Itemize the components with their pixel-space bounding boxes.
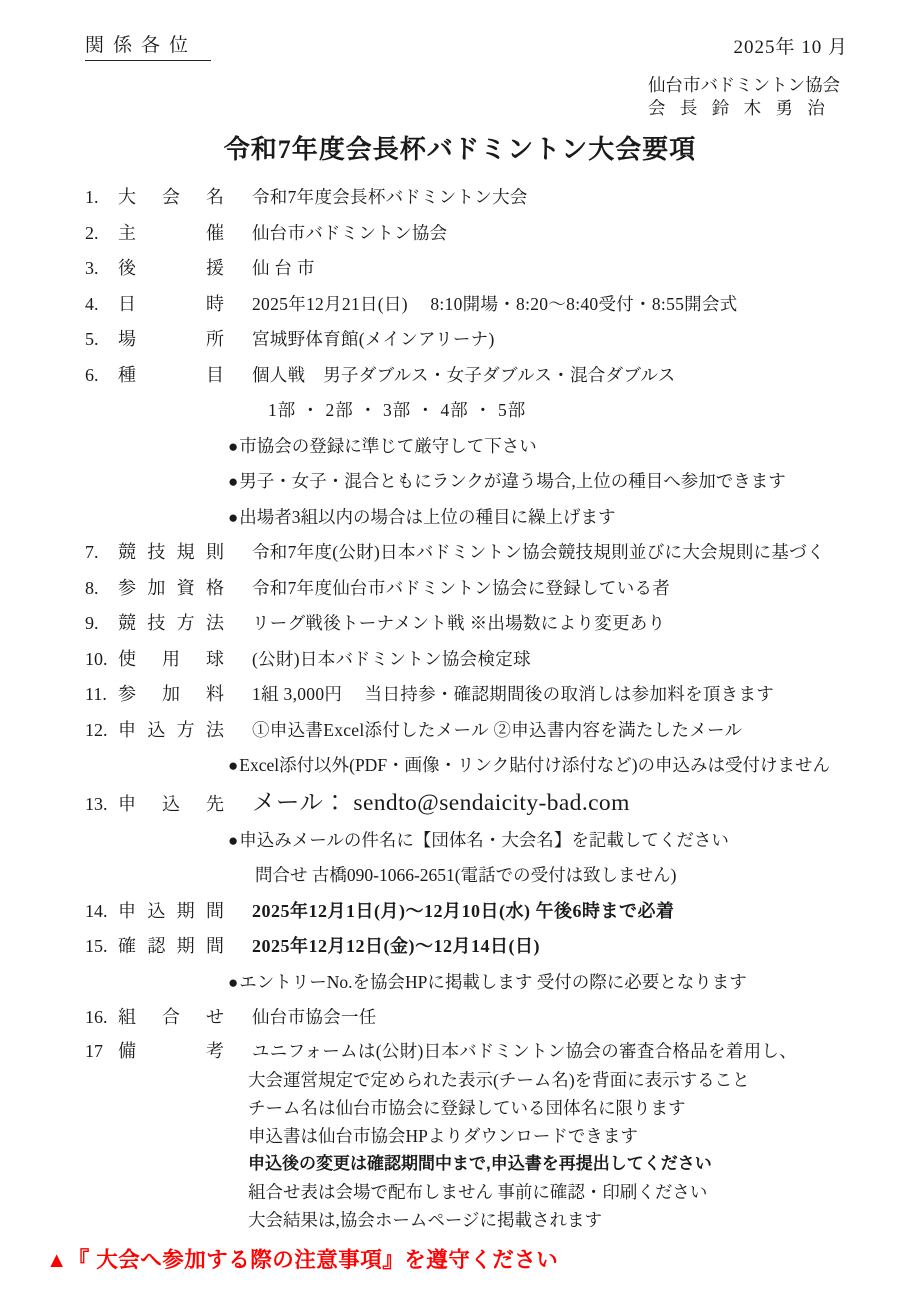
item-label: 大 会 名 xyxy=(118,187,224,207)
recipient-line: 関係各位 xyxy=(85,30,211,61)
president-name: 会 長 鈴 木 勇 治 xyxy=(648,98,830,118)
item-label: 申 込 方 法 xyxy=(118,719,224,740)
item-value: 仙 台 市 xyxy=(252,258,315,278)
item-label: 競 技 方 法 xyxy=(118,613,224,633)
document-date: 2025年 10 月 xyxy=(733,37,848,58)
bullet-icon: ● xyxy=(228,472,239,491)
item-value: 宮城野体育館(メインアリーナ) xyxy=(252,329,495,349)
bullet-icon: ● xyxy=(228,507,239,527)
item-number: 15. xyxy=(85,936,108,956)
item-value: 令和7年度会長杯バドミントン大会 xyxy=(252,187,528,207)
item-label: 競 技 規 則 xyxy=(118,542,224,562)
item-number: 13. xyxy=(85,793,108,814)
item-row xyxy=(85,251,920,287)
item-value: ①申込書Excel添付したメール ②申込書内容を満たしたメール xyxy=(252,719,743,740)
item-label: 申 込 期 間 xyxy=(118,900,224,921)
item-row xyxy=(85,677,920,713)
item-number: 5. xyxy=(85,329,99,349)
item-number: 1. xyxy=(85,187,99,207)
item-label: 日 時 xyxy=(118,293,224,314)
item-label: 参 加 料 xyxy=(118,684,224,704)
item-row xyxy=(85,322,920,358)
sub-note-line: 申込後の変更は確認期間中まで,申込書を再提出してください xyxy=(248,1153,712,1173)
item-row xyxy=(85,571,920,607)
item-value: ユニフォームは(公財)日本バドミントン協会の審査合格品を着用し、 xyxy=(252,1040,798,1061)
item-label: 申 込 先 xyxy=(118,793,224,814)
item-row xyxy=(85,535,920,571)
item-row xyxy=(85,1036,920,1066)
bullet-icon: ● xyxy=(228,436,239,456)
item-value: 令和7年度(公財)日本バドミントン協会競技規則並びに大会規則に基づく xyxy=(252,542,825,562)
item-value: 2025年12月1日(月)～12月10日(水) 午後6時まで必着 xyxy=(252,900,675,921)
bullet-icon: ● xyxy=(228,756,239,775)
item-value: 2025年12月12日(金)～12月14日(日) xyxy=(252,936,540,956)
item-row xyxy=(85,180,920,216)
bullet-icon: ● xyxy=(228,830,239,850)
item-number: 9. xyxy=(85,613,99,633)
item-number: 11. xyxy=(85,684,107,704)
item-label: 使 用 球 xyxy=(118,648,224,669)
bullet-note-line: ●申込みメールの件名に【団体名・大会名】を記載してください xyxy=(228,829,729,850)
item-label: 種 目 xyxy=(118,364,224,385)
item-row xyxy=(85,642,920,678)
item-row xyxy=(85,784,920,823)
item-value: 2025年12月21日(日) 8:10開場・8:20～8:40受付・8:55開会式 xyxy=(252,293,738,314)
item-value: 仙台市バドミントン協会 xyxy=(252,222,448,243)
item-number: 6. xyxy=(85,364,99,385)
sub-note-line: 大会結果は,協会ホームページに掲載されます xyxy=(248,1209,603,1230)
item-number: 17 xyxy=(85,1040,103,1061)
sub-note-line: チーム名は仙台市協会に登録している団体名に限ります xyxy=(248,1097,686,1118)
bullet-icon: ● xyxy=(228,972,239,992)
item-number: 16. xyxy=(85,1007,108,1027)
item-row xyxy=(85,606,920,642)
item-number: 7. xyxy=(85,542,99,562)
item-row xyxy=(85,713,920,749)
sub-note-line: 1部 ・ 2部 ・ 3部 ・ 4部 ・ 5部 xyxy=(268,400,527,420)
item-label: 場 所 xyxy=(118,329,224,349)
item-value: 1組 3,000円 当日持参・確認期間後の取消しは参加料を頂きます xyxy=(252,684,775,704)
item-number: 4. xyxy=(85,293,99,314)
sub-note-line: 申込書は仙台市協会HPよりダウンロードできます xyxy=(248,1125,638,1146)
item-value: 個人戦 男子ダブルス・女子ダブルス・混合ダブルス xyxy=(252,364,676,385)
bullet-note-line: ●男子・女子・混合ともにランクが違う場合,上位の種目へ参加できます xyxy=(228,471,786,491)
bullet-note-line: ●Excel添付以外(PDF・画像・リンク貼付け添付など)の申込みは受付けません xyxy=(228,755,831,775)
warning-footer: ▲『 大会へ参加する際の注意事項』を遵守ください xyxy=(46,1248,559,1272)
item-label: 主 催 xyxy=(118,222,224,243)
sub-note-line: 大会運営規定で定められた表示(チーム名)を背面に表示すること xyxy=(248,1069,750,1090)
bullet-note-line: ●市協会の登録に準じて厳守して下さい xyxy=(228,435,537,456)
item-row xyxy=(85,358,920,394)
item-number: 3. xyxy=(85,258,99,278)
organization-name: 仙台市バドミントン協会 xyxy=(648,75,841,95)
item-value: メール： sendto@sendaicity-bad.com xyxy=(252,789,630,816)
item-row xyxy=(85,216,920,252)
item-row xyxy=(85,929,920,965)
item-label: 確 認 期 間 xyxy=(118,936,224,956)
items-list xyxy=(0,180,920,1234)
sub-note-line: 組合せ表は会場で配布しません 事前に確認・印刷ください xyxy=(248,1181,708,1202)
item-value: (公財)日本バドミントン協会検定球 xyxy=(252,648,531,669)
item-number: 14. xyxy=(85,900,108,921)
item-label: 組 合 せ xyxy=(118,1007,224,1027)
item-label: 参 加 資 格 xyxy=(118,577,224,598)
item-value: 仙台市協会一任 xyxy=(252,1007,377,1027)
bullet-note-line: ●エントリーNo.を協会HPに掲載します 受付の際に必要となります xyxy=(228,971,747,992)
item-row xyxy=(85,1000,920,1036)
item-row xyxy=(85,287,920,323)
item-value: 令和7年度仙台市バドミントン協会に登録している者 xyxy=(252,577,671,598)
item-number: 8. xyxy=(85,577,99,598)
item-label: 後 援 xyxy=(118,258,224,278)
item-value: リーグ戦後トーナメント戦 ※出場数により変更あり xyxy=(252,613,666,633)
sub-note-line: 問合せ 古橋090-1066-2651(電話での受付は致しません) xyxy=(255,865,677,885)
item-label: 備 考 xyxy=(118,1040,224,1061)
item-number: 10. xyxy=(85,648,108,669)
page-title: 令和7年度会長杯バドミントン大会要項 xyxy=(223,135,697,164)
item-row xyxy=(85,894,920,930)
bullet-note-line: ●出場者3組以内の場合は上位の種目に繰上げます xyxy=(228,506,616,527)
item-number: 2. xyxy=(85,222,99,243)
item-number: 12. xyxy=(85,719,108,740)
